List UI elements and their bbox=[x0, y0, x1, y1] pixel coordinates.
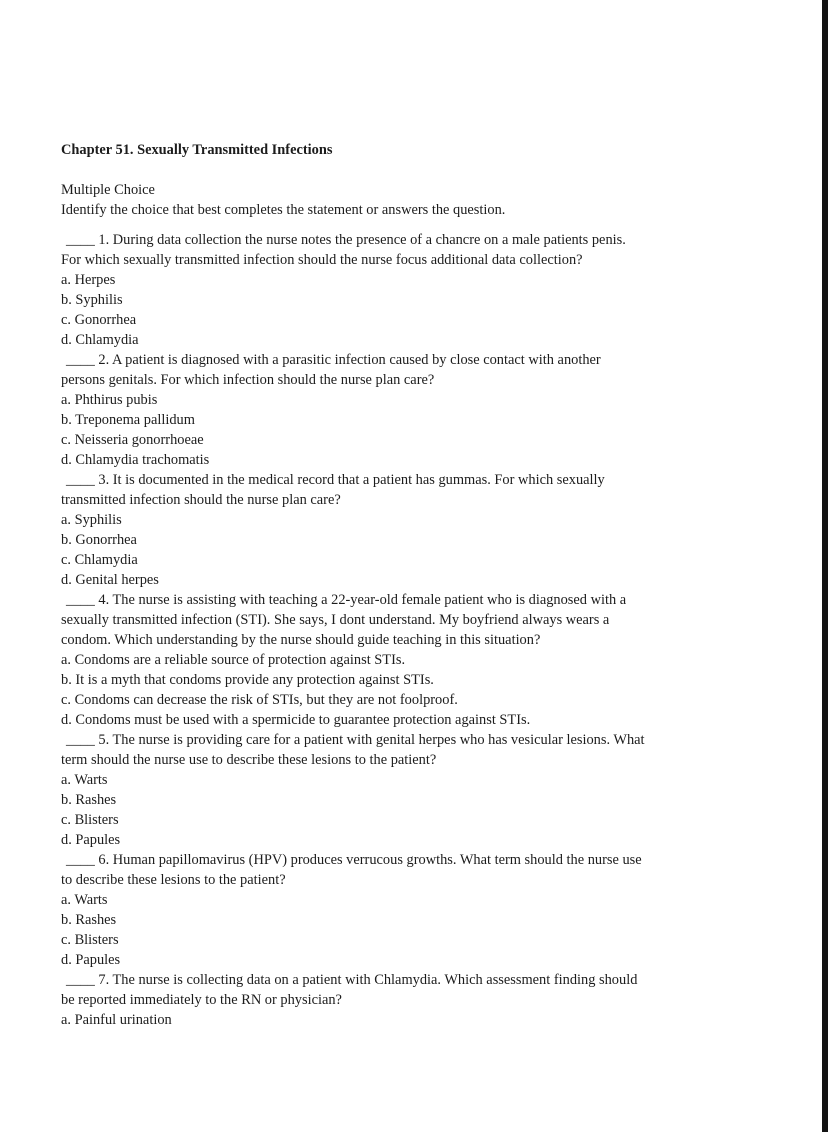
question-stem-wrap-line: For which sexually transmitted infection should the nurse focus additional data collection? bbox=[61, 252, 583, 268]
answer-option: b. Treponema pallidum bbox=[61, 412, 195, 428]
answer-option: c. Condoms can decrease the risk of STIs, but they are not foolproof. bbox=[61, 692, 458, 708]
paragraph-gap bbox=[61, 220, 775, 230]
question-stem-wrap-line: to describe these lesions to the patient? bbox=[61, 872, 286, 888]
question-stem-wrap-line: term should the nurse use to describe these lesions to the patient? bbox=[61, 752, 437, 768]
question-stem-line: ____ 1. During data collection the nurse notes the presence of a chancre on a male patients penis. bbox=[66, 232, 626, 248]
answer-option: c. Blisters bbox=[61, 932, 119, 948]
answer-option: b. Rashes bbox=[61, 912, 117, 928]
document-content bbox=[61, 140, 775, 1030]
question-stem-line: ____ 5. The nurse is providing care for a patient with genital herpes who has vesicular lesions. What bbox=[66, 732, 645, 748]
question-stem-wrap-line: sexually transmitted infection (STI). She says, I dont understand. My boyfriend always wears a bbox=[61, 612, 610, 628]
question-stem-line: ____ 4. The nurse is assisting with teaching a 22-year-old female patient who is diagnosed with a bbox=[66, 592, 627, 608]
question-stem-line: ____ 3. It is documented in the medical record that a patient has gummas. For which sexually bbox=[66, 472, 605, 488]
blank-line bbox=[61, 160, 775, 180]
answer-option: b. Rashes bbox=[61, 792, 117, 808]
section-heading: Multiple Choice bbox=[61, 182, 155, 198]
answer-option: b. Gonorrhea bbox=[61, 532, 137, 548]
question-stem-wrap-line: condom. Which understanding by the nurse should guide teaching in this situation? bbox=[61, 632, 541, 648]
question-stem-line: ____ 2. A patient is diagnosed with a parasitic infection caused by close contact with another bbox=[66, 352, 601, 368]
answer-option: b. Syphilis bbox=[61, 292, 123, 308]
answer-option: a. Syphilis bbox=[61, 512, 122, 528]
answer-option: c. Gonorrhea bbox=[61, 312, 137, 328]
page-edge-bar bbox=[822, 0, 828, 1132]
instructions-line: Identify the choice that best completes the statement or answers the question. bbox=[61, 202, 506, 218]
answer-option: d. Condoms must be used with a spermicide to guarantee protection against STIs. bbox=[61, 712, 531, 728]
answer-option: c. Blisters bbox=[61, 812, 119, 828]
question-stem-wrap-line: persons genitals. For which infection should the nurse plan care? bbox=[61, 372, 435, 388]
answer-option: d. Papules bbox=[61, 832, 121, 848]
answer-option: d. Genital herpes bbox=[61, 572, 159, 588]
answer-option: c. Chlamydia bbox=[61, 552, 138, 568]
answer-option: c. Neisseria gonorrhoeae bbox=[61, 432, 204, 448]
answer-option: a. Condoms are a reliable source of protection against STIs. bbox=[61, 652, 406, 668]
question-stem-line: ____ 7. The nurse is collecting data on a patient with Chlamydia. Which assessment finding should bbox=[66, 972, 638, 988]
question-stem-wrap-line: transmitted infection should the nurse plan care? bbox=[61, 492, 341, 508]
questions-list bbox=[61, 230, 775, 1030]
answer-option: d. Papules bbox=[61, 952, 121, 968]
answer-option: a. Warts bbox=[61, 772, 108, 788]
answer-option: a. Phthirus pubis bbox=[61, 392, 158, 408]
question-stem-line: ____ 6. Human papillomavirus (HPV) produces verrucous growths. What term should the nurse use bbox=[66, 852, 642, 868]
answer-option: d. Chlamydia trachomatis bbox=[61, 452, 210, 468]
answer-option: a. Herpes bbox=[61, 272, 116, 288]
answer-option: a. Warts bbox=[61, 892, 108, 908]
answer-option: b. It is a myth that condoms provide any protection against STIs. bbox=[61, 672, 434, 688]
answer-option: a. Painful urination bbox=[61, 1012, 172, 1028]
question-stem-wrap-line: be reported immediately to the RN or physician? bbox=[61, 992, 342, 1008]
answer-option: d. Chlamydia bbox=[61, 332, 139, 348]
chapter-title: Chapter 51. Sexually Transmitted Infections bbox=[61, 142, 333, 158]
